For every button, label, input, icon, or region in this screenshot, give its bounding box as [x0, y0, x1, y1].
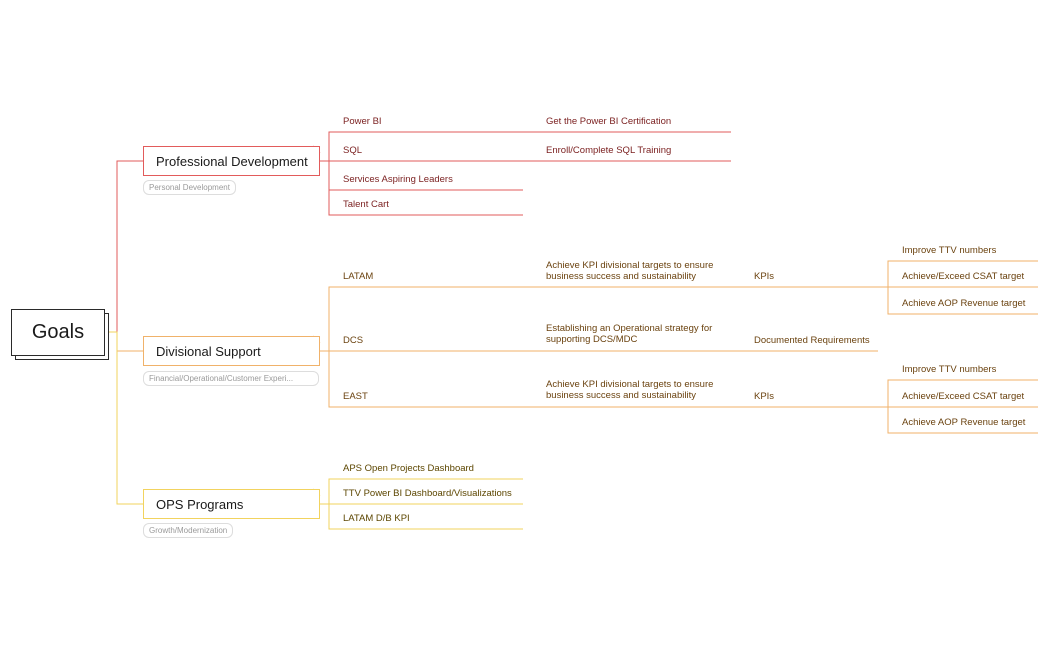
branch-tag-growth-modernization: Growth/Modernization: [143, 523, 233, 538]
leaf-ttv-power-bi-dashboard[interactable]: TTV Power BI Dashboard/Visualizations: [343, 488, 512, 499]
leaf-latam-detail-line2: business success and sustainability: [546, 271, 696, 282]
leaf-latam-aop-revenue[interactable]: Achieve AOP Revenue target: [902, 298, 1026, 309]
leaf-east-detail-line2: business success and sustainability: [546, 390, 696, 401]
leaf-sql-detail[interactable]: Enroll/Complete SQL Training: [546, 145, 672, 156]
leaf-services-aspiring-leaders[interactable]: Services Aspiring Leaders: [343, 174, 453, 185]
leaf-east[interactable]: EAST: [343, 391, 368, 402]
leaf-east-detail-line1[interactable]: Achieve KPI divisional targets to ensure: [546, 379, 714, 390]
leaf-dcs[interactable]: DCS: [343, 335, 364, 346]
connector-root-divisional: [104, 332, 143, 351]
leaf-documented-requirements[interactable]: Documented Requirements: [754, 335, 870, 346]
leaf-east-kpis[interactable]: KPIs: [754, 391, 775, 402]
leaf-east-csat[interactable]: Achieve/Exceed CSAT target: [902, 391, 1025, 402]
leaf-dcs-detail-line1[interactable]: Establishing an Operational strategy for: [546, 323, 713, 334]
root-node-label: Goals: [31, 321, 85, 343]
leaf-aps-open-projects[interactable]: APS Open Projects Dashboard: [343, 463, 474, 474]
leaf-power-bi-detail[interactable]: Get the Power BI Certification: [546, 116, 672, 127]
branch-label: Professional Development: [156, 153, 308, 169]
connector-root-professional: [104, 161, 143, 332]
branch-label: Divisional Support: [156, 343, 261, 359]
leaf-east-aop-revenue[interactable]: Achieve AOP Revenue target: [902, 417, 1026, 428]
branch-label: OPS Programs: [156, 496, 244, 512]
leaf-latam-improve-ttv[interactable]: Improve TTV numbers: [902, 245, 997, 256]
leaf-latam[interactable]: LATAM: [343, 271, 374, 282]
leaf-talent-cart[interactable]: Talent Cart: [343, 199, 389, 210]
connector-root-ops: [104, 332, 143, 504]
branch-divisional-support[interactable]: [143, 336, 320, 366]
branch-ops-programs[interactable]: [143, 489, 320, 519]
leaf-latam-detail-line1[interactable]: Achieve KPI divisional targets to ensure: [546, 260, 714, 271]
root-node[interactable]: [11, 309, 105, 356]
leaf-sql[interactable]: SQL: [343, 145, 363, 156]
leaf-dcs-detail-line2: supporting DCS/MDC: [546, 334, 638, 345]
leaf-latam-kpis[interactable]: KPIs: [754, 271, 775, 282]
branch-tag-financial-operational: Financial/Operational/Customer Experi...: [143, 371, 319, 386]
leaf-latam-csat[interactable]: Achieve/Exceed CSAT target: [902, 271, 1025, 282]
leaf-latam-db-kpi[interactable]: LATAM D/B KPI: [343, 513, 410, 524]
branch-professional-development[interactable]: [143, 146, 320, 176]
leaf-east-improve-ttv[interactable]: Improve TTV numbers: [902, 364, 997, 375]
leaf-power-bi[interactable]: Power BI: [343, 116, 382, 127]
branch-tag-personal-development: Personal Development: [143, 180, 236, 195]
